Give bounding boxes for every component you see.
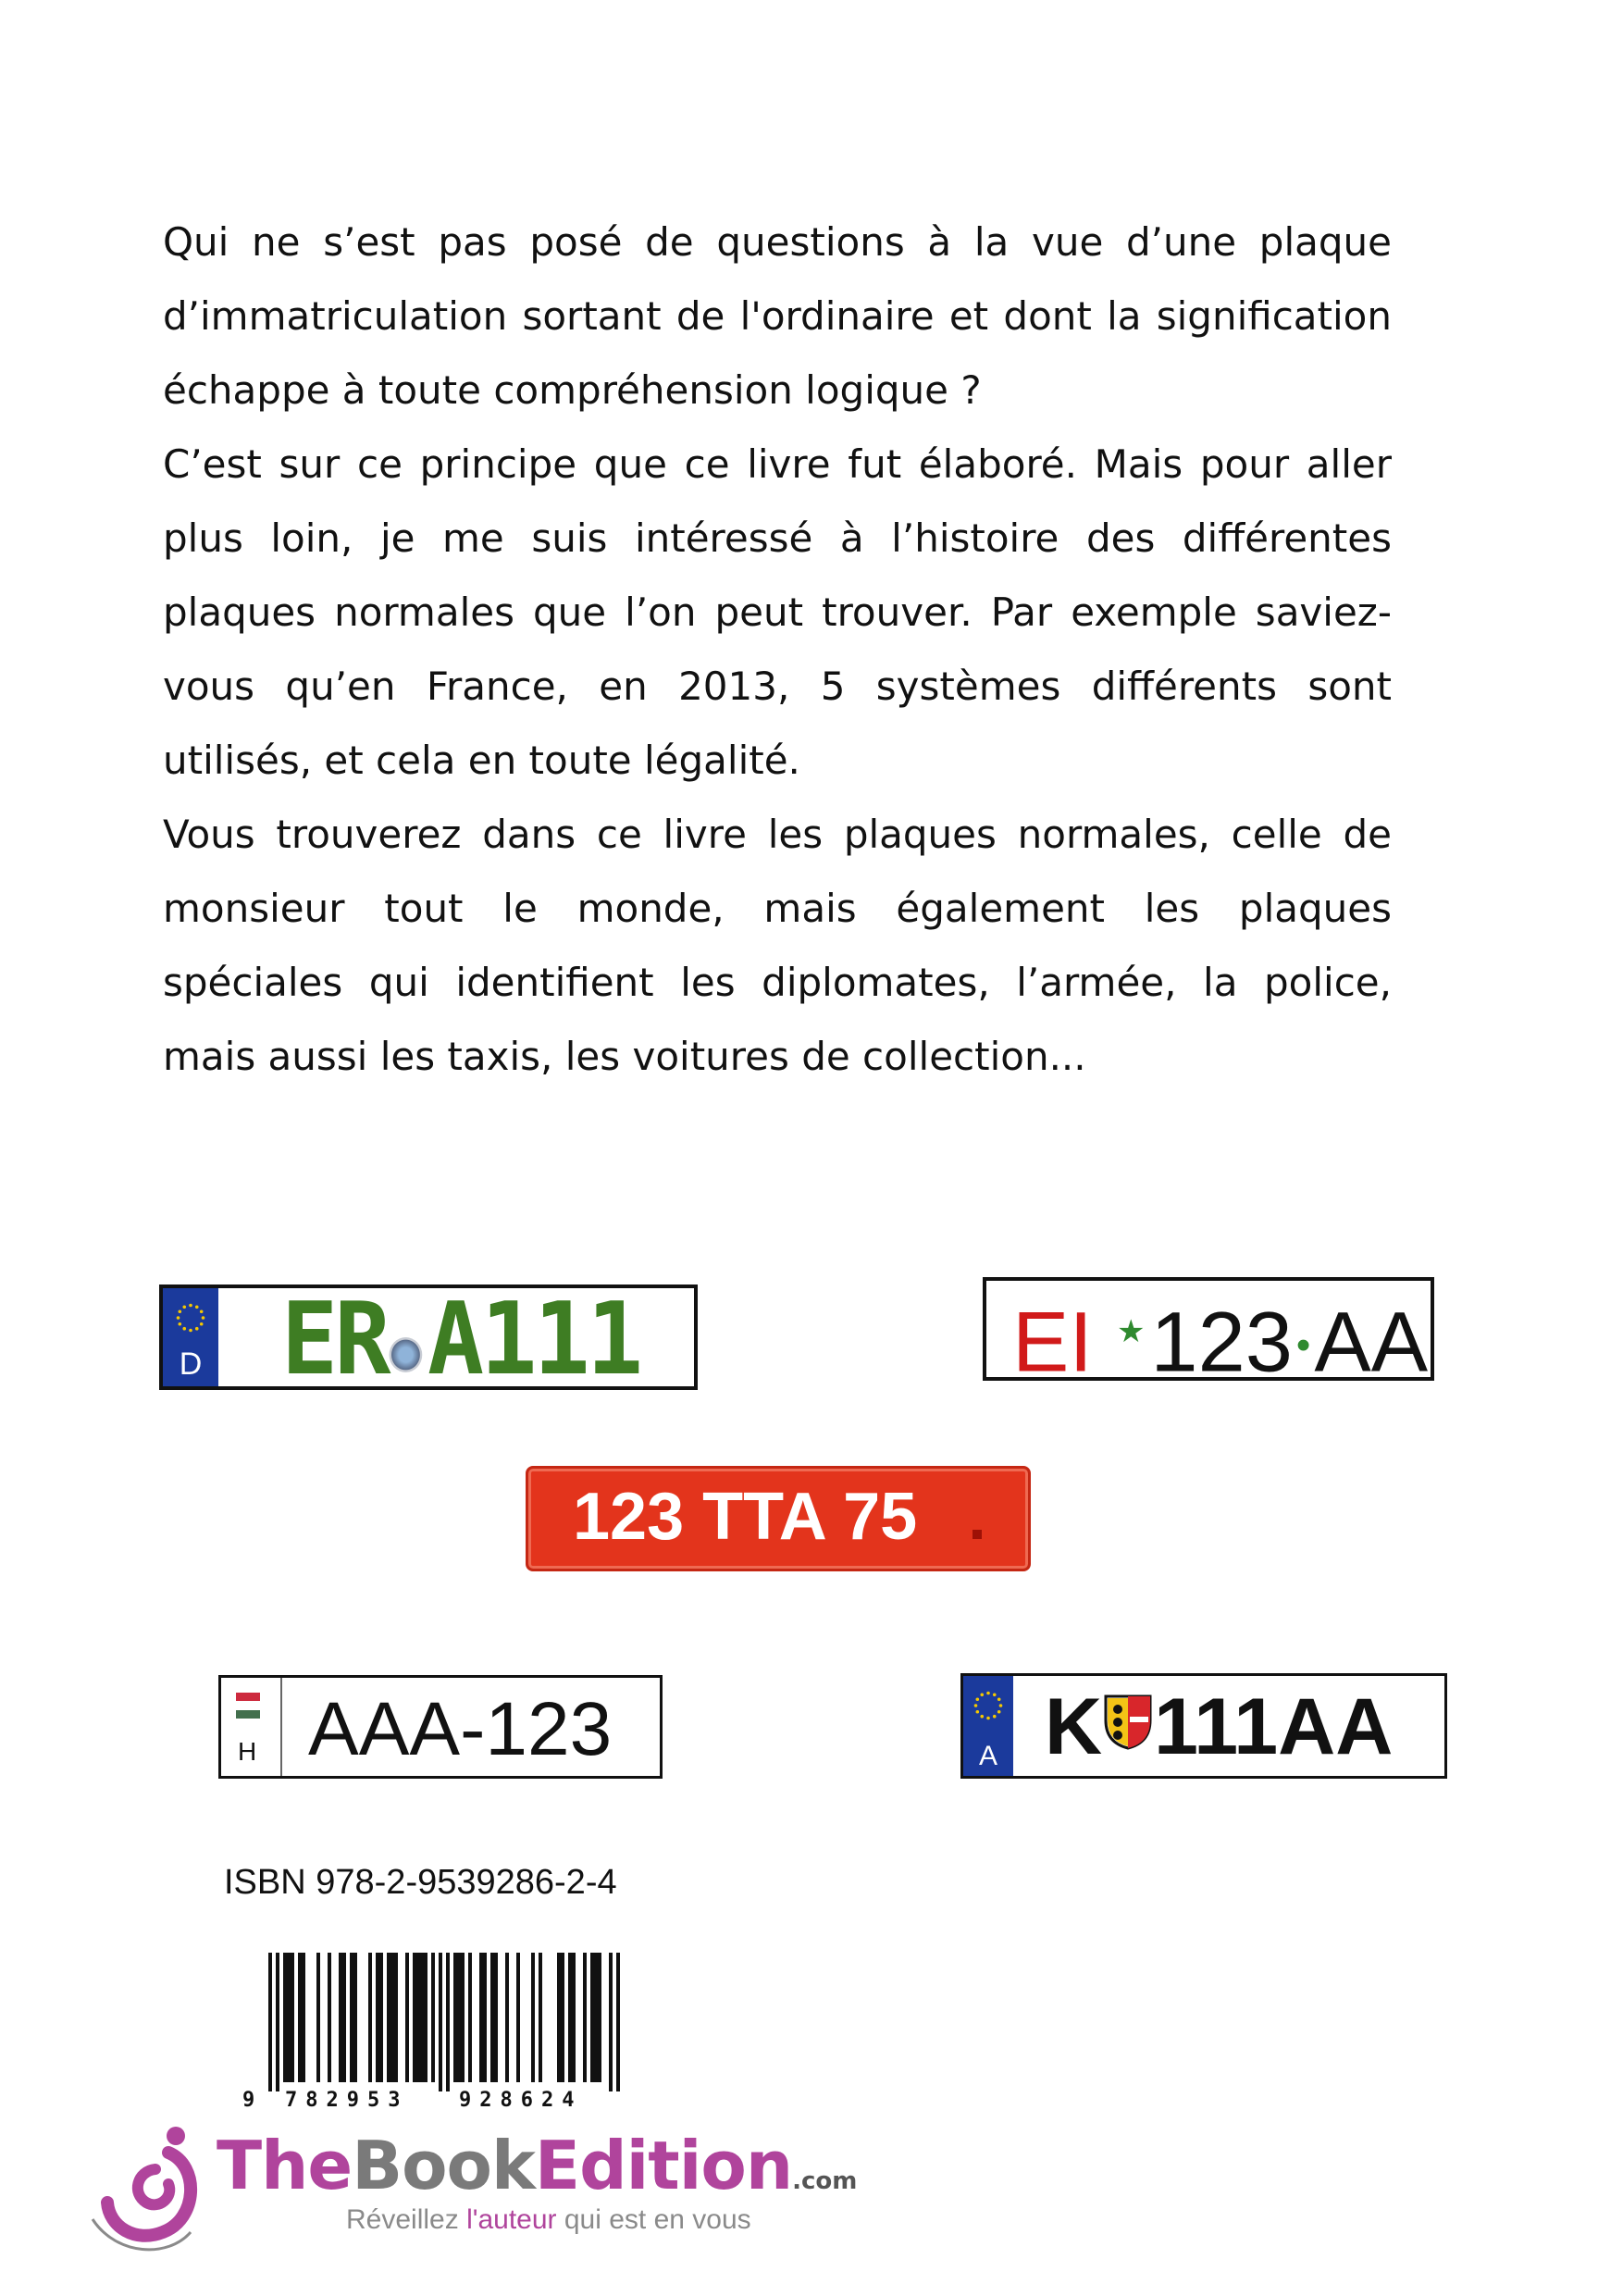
- plate-registration: 111AA: [1154, 1682, 1394, 1771]
- country-code: H: [238, 1737, 257, 1766]
- barcode-bar: [287, 1953, 291, 2082]
- coat-of-arms-icon: [1102, 1693, 1154, 1750]
- plate-number: 123 TTA 75: [573, 1480, 918, 1554]
- barcode-bar: [479, 1953, 483, 2082]
- plate-number: [281, 1282, 640, 1397]
- dot-icon: •: [1295, 1322, 1311, 1368]
- barcode-bar: [516, 1953, 520, 2082]
- barcode-bar: [453, 1953, 457, 2082]
- barcode-bar: [594, 1953, 598, 2082]
- plate-digits: 123: [1150, 1295, 1293, 1390]
- registration-seal-icon: [390, 1337, 423, 1372]
- barcode-bar: [557, 1953, 561, 2082]
- barcode-bar: [394, 1953, 398, 2082]
- barcode-bar: [483, 1953, 487, 2082]
- barcode-bar: [424, 1953, 427, 2082]
- barcode-bar: [316, 1953, 320, 2082]
- barcode-bar: [583, 1953, 587, 2082]
- barcode-bar: [350, 1953, 353, 2082]
- publisher-name-the: The: [217, 2127, 353, 2204]
- barcode-bar: [268, 1953, 272, 2091]
- barcode-bar: [302, 1953, 305, 2082]
- barcode-bar: [539, 1953, 542, 2082]
- barcode-bar: [598, 1953, 601, 2082]
- barcode-bar: [609, 1953, 613, 2091]
- plate-registration: A111: [427, 1282, 640, 1397]
- publisher-name-book: Book: [352, 2127, 535, 2204]
- publisher-tagline: [346, 2204, 751, 2236]
- barcode-bar: [390, 1953, 394, 2082]
- plate-district: K: [1045, 1682, 1103, 1771]
- barcode-bar: [420, 1953, 424, 2082]
- blurb-paragraph-3: Vous trouverez dans ce livre les plaques normales, celle de monsieur tout le monde, mais également les plaques spéciales qui identifient les diplomates, l’armée, la police, mais aussi les taxis, les voitures de collection...: [163, 812, 1392, 1079]
- barcode-bar: [446, 1953, 450, 2091]
- barcode-bar: [561, 1953, 564, 2082]
- barcode-bar: [439, 1953, 442, 2091]
- barcode-bar: [531, 1953, 535, 2082]
- barcode-bar: [494, 1953, 498, 2082]
- barcode-bar: [590, 1953, 594, 2082]
- plate-mark: [973, 1530, 982, 1539]
- barcode-bar: [291, 1953, 294, 2082]
- publisher-swirl-icon: [89, 2117, 209, 2256]
- taxi-license-plate: [526, 1466, 1031, 1571]
- barcode-bar: [283, 1953, 287, 2082]
- french-diplomatic-plate: [983, 1277, 1434, 1390]
- barcode-bar: [461, 1953, 465, 2082]
- blurb-paragraph-2: C’est sur ce principe que ce livre fut élaboré. Mais pour aller plus loin, je me suis intéressé à l’histoire des différentes plaques normales que l’on peut trouver. Par exemple saviez-vous qu’en France, en 2013, 5 systèmes différents sont utilisés, et cela en toute légalité.: [163, 441, 1392, 783]
- barcode-bar: [405, 1953, 409, 2082]
- barcode-bar: [328, 1953, 331, 2082]
- country-code: A: [978, 1741, 997, 1771]
- barcode-digits: 9: [242, 2089, 264, 2110]
- plate-divider: [280, 1678, 282, 1776]
- country-code: D: [179, 1347, 203, 1382]
- barcode-bar: [431, 1953, 435, 2082]
- barcode-bar: [379, 1953, 383, 2082]
- barcode-bar: [387, 1953, 390, 2082]
- austrian-license-plate: [960, 1673, 1447, 1779]
- barcode-bar: [342, 1953, 346, 2082]
- barcode-bar: [368, 1953, 372, 2082]
- barcode-bar: [413, 1953, 416, 2082]
- barcode-bar: [505, 1953, 509, 2082]
- barcode-bar: [572, 1953, 576, 2082]
- star-icon: ★: [1116, 1314, 1146, 1349]
- barcode-bar: [353, 1953, 357, 2082]
- blurb-paragraph-1: Qui ne s’est pas posé de questions à la vue d’une plaque d’immatriculation sortant de l'ordinaire et dont la signification échappe à toute compréhension logique ?: [163, 219, 1392, 413]
- barcode-digits: 928624: [459, 2089, 583, 2110]
- back-cover-blurb: [163, 205, 1392, 1094]
- plate-district: ER: [281, 1282, 388, 1397]
- eu-band: [963, 1676, 1013, 1776]
- hungary-flag-icon: [236, 1693, 260, 1719]
- publisher-domain: .com: [792, 2167, 858, 2195]
- eu-band: [163, 1288, 218, 1386]
- barcode-bar: [416, 1953, 420, 2082]
- tagline-highlight: l'auteur: [466, 2204, 557, 2235]
- barcode-bar: [568, 1953, 572, 2082]
- tagline-end: qui est en vous: [556, 2204, 751, 2235]
- eu-stars-icon: [174, 1301, 207, 1334]
- barcode-bar: [339, 1953, 342, 2082]
- publisher-logo: [89, 2117, 885, 2256]
- publisher-name-edition: Edition: [534, 2127, 793, 2204]
- barcode-bar: [616, 1953, 620, 2091]
- tagline-start: Réveillez: [346, 2204, 467, 2235]
- barcode-digits: 782953: [285, 2089, 409, 2110]
- german-license-plate: [159, 1282, 698, 1397]
- barcode-bar: [276, 1953, 279, 2091]
- plate-suffix: AA: [1314, 1295, 1429, 1390]
- barcode-bar: [376, 1953, 379, 2082]
- isbn-label: ISBN 978-2-9539286-2-4: [224, 1863, 617, 1902]
- plate-number: [1045, 1682, 1394, 1771]
- hungarian-license-plate: [218, 1675, 663, 1779]
- barcode-bar: [298, 1953, 302, 2082]
- plate-prefix: EI: [1012, 1295, 1093, 1390]
- barcode-bar: [468, 1953, 472, 2082]
- barcode-bar: [457, 1953, 461, 2082]
- barcode-bar: [490, 1953, 494, 2082]
- plate-number: AAA-123: [308, 1687, 613, 1771]
- isbn-barcode: [231, 1953, 657, 2110]
- plate-number: [1012, 1286, 1428, 1404]
- eu-stars-icon: [972, 1689, 1005, 1722]
